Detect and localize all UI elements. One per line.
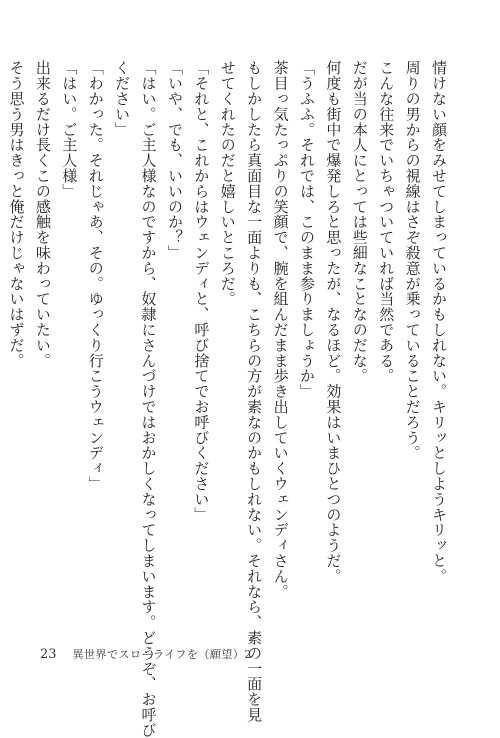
text-line-8: もしかしたら真面目な一面よりも、こちらの方が素なのかもしれない。それなら、素の一面を見 [245,60,264,723]
text-line-9: せてくれたのだと嬉しいところだ。 [218,60,237,307]
text-line-16: 出来るだけ長くこの感触を味わっていたい。 [33,60,52,368]
text-line-14: 「わかった。それじゃあ、その。ゆっくり行こうウェンディ」 [86,60,105,492]
text-line-10: 「それと、これからはウェンディと、呼び捨てでお呼びください」 [192,60,211,522]
text-line-6: 「うふふ。それでは、このまま参りましょうか」 [297,60,316,399]
text-line-1: 情けない顔をみせてしまっているかもしれない。キリッとしようキリッと。 [430,60,448,584]
page-number: 23 [40,647,57,662]
text-line-17: そう思う男はきっと俺だけじゃないはずだ。 [7,60,26,368]
text-line-13: ください」 [113,60,132,137]
text-line-5: 何度も街中で爆発しろと思ったが、なるほど。効果はいまひとつのようだ。 [324,60,343,584]
running-title: 異世界でスローライフを（願望）2 [72,648,252,661]
text-line-11: 「いや、でも、いいのか？」 [165,60,184,261]
page-footer [40,645,252,665]
text-line-7: 茶目っ気たっぷりの笑顔で、腕を組んだまま歩き出していくウェンディさん。 [271,60,290,599]
text-line-2: 周りの男からの視線はさぞ殺意が乗っていることだろう。 [403,60,422,461]
text-line-12: 「はい。ご主人様なのですから、奴隷にさんづけではおかしくなってしまいます。どうぞ、お呼び [139,60,158,738]
text-line-3: こんな往来でいちゃついていれば当然である。 [377,60,396,384]
text-line-4: だが当の本人にとっては些細なことなのだな。 [350,60,369,384]
text-line-15: 「はい。ご主人様」 [60,60,79,199]
